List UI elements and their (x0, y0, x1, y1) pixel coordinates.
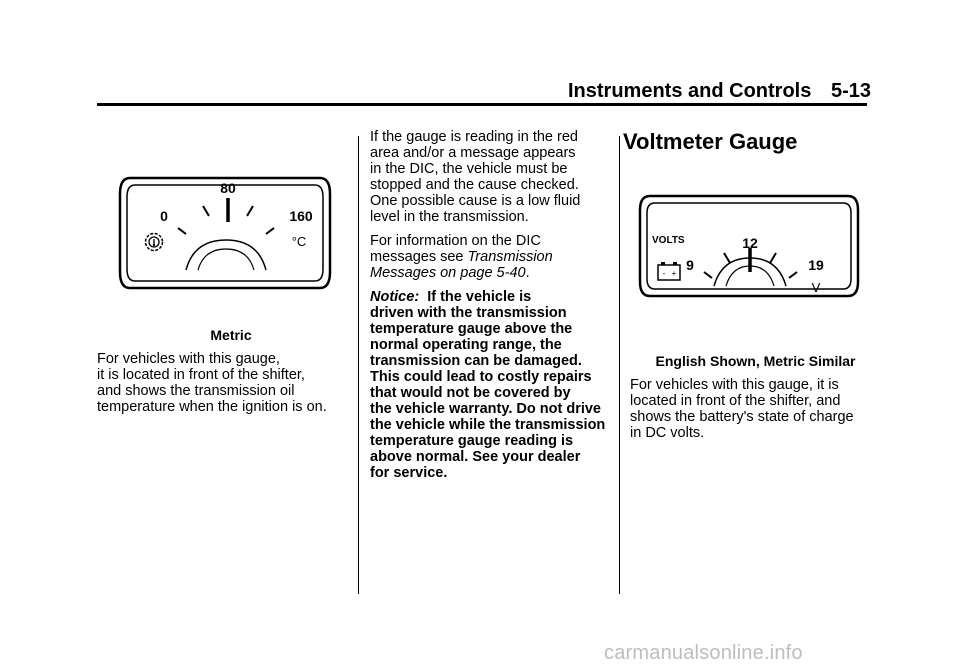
paragraph-transmission-gauge: For vehicles with this gauge, it is located in front of the shifter, and shows the transmission oil temperature when the ignition is on. (97, 351, 327, 415)
notice-block: Notice: If the vehicle is driven with the transmission temperature gauge above the normal operating range, the transmission can be damaged. This could lead to costly repairs that would not be covered by the vehicle warranty. Do not drive the vehicle while the transmission temperature gauge reading is above normal. See your dealer for service. (370, 289, 606, 481)
section-title-voltmeter: Voltmeter Gauge (623, 129, 798, 154)
column-3-text (630, 377, 880, 441)
voltmeter-unit: V (811, 280, 821, 295)
paragraph-red-area: If the gauge is reading in the red area and/or a message appears in the DIC, the vehicle must be stopped and the cause checked. One possible cause is a low fluid level in the transmission. (370, 129, 581, 225)
gauge-scale-max: 160 (289, 208, 313, 224)
paragraph-dic-reference: For information on the DIC messages see Transmission Messages on page 5-40. (370, 233, 553, 281)
notice-label: Notice: (370, 289, 420, 305)
column-2-text (370, 129, 615, 489)
voltmeter-scale-max: 19 (808, 257, 824, 273)
figure-caption-metric: Metric (210, 327, 252, 343)
header-rule (97, 103, 867, 106)
watermark: carmanualsonline.info (604, 642, 803, 664)
paragraph-voltmeter: For vehicles with this gauge, it is located in front of the shifter, and shows the battery's state of charge in DC volts. (630, 377, 854, 441)
gauge-scale-min: 0 (160, 208, 168, 224)
svg-text:-: - (662, 269, 666, 278)
column-divider-2 (619, 136, 620, 594)
voltmeter-gauge (636, 190, 862, 302)
gauge-scale-mid: 80 (220, 180, 236, 196)
transmission-temperature-gauge (116, 170, 334, 296)
link-transmission-messages-page[interactable]: Messages on page 5-40 (370, 265, 526, 281)
svg-text:+: + (671, 269, 677, 278)
voltmeter-scale-min: 9 (686, 257, 694, 273)
voltmeter-label: VOLTS (652, 235, 685, 246)
gauge-unit: °C (291, 234, 307, 249)
page-number: 5-13 (831, 80, 872, 102)
link-transmission-messages[interactable]: Transmission (467, 249, 553, 265)
figure-caption-english-metric: English Shown, Metric Similar (655, 353, 856, 369)
page-header-title: Instruments and Controls (568, 80, 812, 102)
column-divider-1 (358, 136, 359, 594)
column-1-text (97, 351, 357, 415)
voltmeter-scale-mid: 12 (742, 235, 758, 251)
